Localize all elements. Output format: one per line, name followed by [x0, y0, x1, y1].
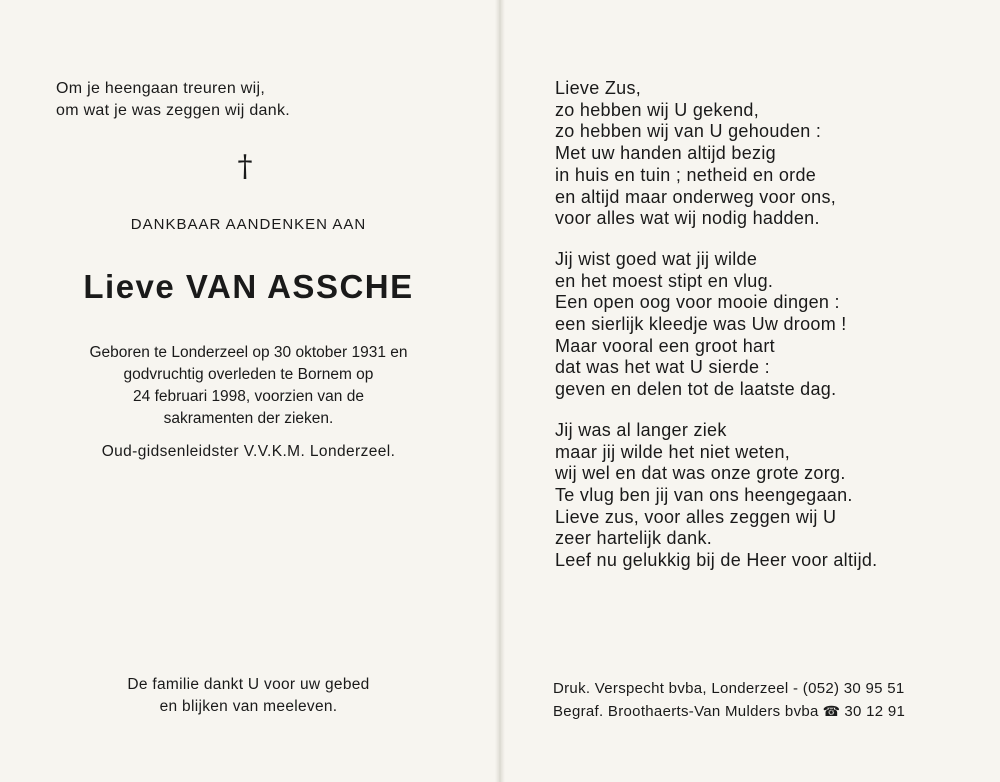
role-line: Oud-gidsenleidster V.V.K.M. Londerzeel.	[101, 443, 396, 460]
poem-line: in huis en tuin ; netheid en orde	[555, 164, 817, 185]
bio-line: Geboren te Londerzeel op 30 oktober 1931 en	[89, 344, 408, 361]
poem-line: Een open oog voor mooie dingen :	[555, 292, 840, 313]
dedication-heading: DANKBAAR AANDENKEN AAN	[130, 216, 367, 233]
thanks-line: en blijken van meeleven.	[159, 698, 338, 715]
deceased-name: Lieve VAN ASSCHE	[83, 268, 414, 305]
poem-line: maar jij wilde het niet weten,	[555, 441, 791, 462]
printer-line: Druk. Verspecht bvba, Londerzeel - (052) 30 95 51	[553, 680, 905, 697]
poem-line: en het moest stipt en vlug.	[555, 270, 774, 291]
poem-line: wij wel en dat was onze grote zorg.	[555, 463, 846, 484]
telephone-icon: ☎	[822, 703, 841, 719]
opening-line: om wat je was zeggen wij dank.	[56, 102, 290, 119]
poem-line: Lieve zus, voor alles zeggen wij U	[555, 506, 837, 527]
poem-stanza-2	[555, 249, 877, 401]
undertaker-phone: 30 12 91	[844, 703, 906, 720]
poem	[555, 78, 877, 591]
poem-line: geven en delen tot de laatste dag.	[555, 379, 837, 400]
poem-line: zeer hartelijk dank.	[555, 528, 713, 549]
undertaker-name: Begraf. Broothaerts-Van Mulders bvba	[553, 703, 819, 720]
poem-line: Maar vooral een groot hart	[555, 335, 775, 356]
undertaker-line	[553, 700, 905, 723]
poem-line: Jij wist goed wat jij wilde	[555, 248, 758, 269]
poem-line: Te vlug ben jij van ons heengegaan.	[555, 484, 853, 505]
print-credits	[553, 678, 905, 723]
opening-line: Om je heengaan treuren wij,	[56, 80, 266, 97]
card-fold	[495, 0, 505, 782]
poem-stanza-3	[555, 420, 877, 572]
biography	[50, 342, 447, 430]
poem-line: Met uw handen altijd bezig	[555, 143, 776, 164]
poem-line: voor alles wat wij nodig hadden.	[555, 208, 820, 229]
poem-line: zo hebben wij U gekend,	[555, 99, 760, 120]
bio-line: godvruchtig overleden te Bornem op	[123, 366, 374, 383]
poem-line: een sierlijk kleedje was Uw droom !	[555, 314, 847, 335]
family-thanks	[0, 674, 497, 718]
bio-line: sakramenten der zieken.	[163, 410, 334, 427]
poem-line: dat was het wat U sierde :	[555, 357, 770, 378]
poem-line: Leef nu gelukkig bij de Heer voor altijd.	[555, 550, 878, 571]
cross-icon: †	[237, 149, 253, 184]
poem-line: Lieve Zus,	[555, 78, 642, 98]
poem-line: en altijd maar onderweg voor ons,	[555, 186, 837, 207]
thanks-line: De familie dankt U voor uw gebed	[127, 676, 370, 693]
opening-verse	[56, 78, 290, 122]
poem-line: Jij was al langer ziek	[555, 419, 727, 440]
poem-stanza-1	[555, 78, 877, 230]
bio-line: 24 februari 1998, voorzien van de	[133, 388, 364, 405]
poem-line: zo hebben wij van U gehouden :	[555, 121, 822, 142]
